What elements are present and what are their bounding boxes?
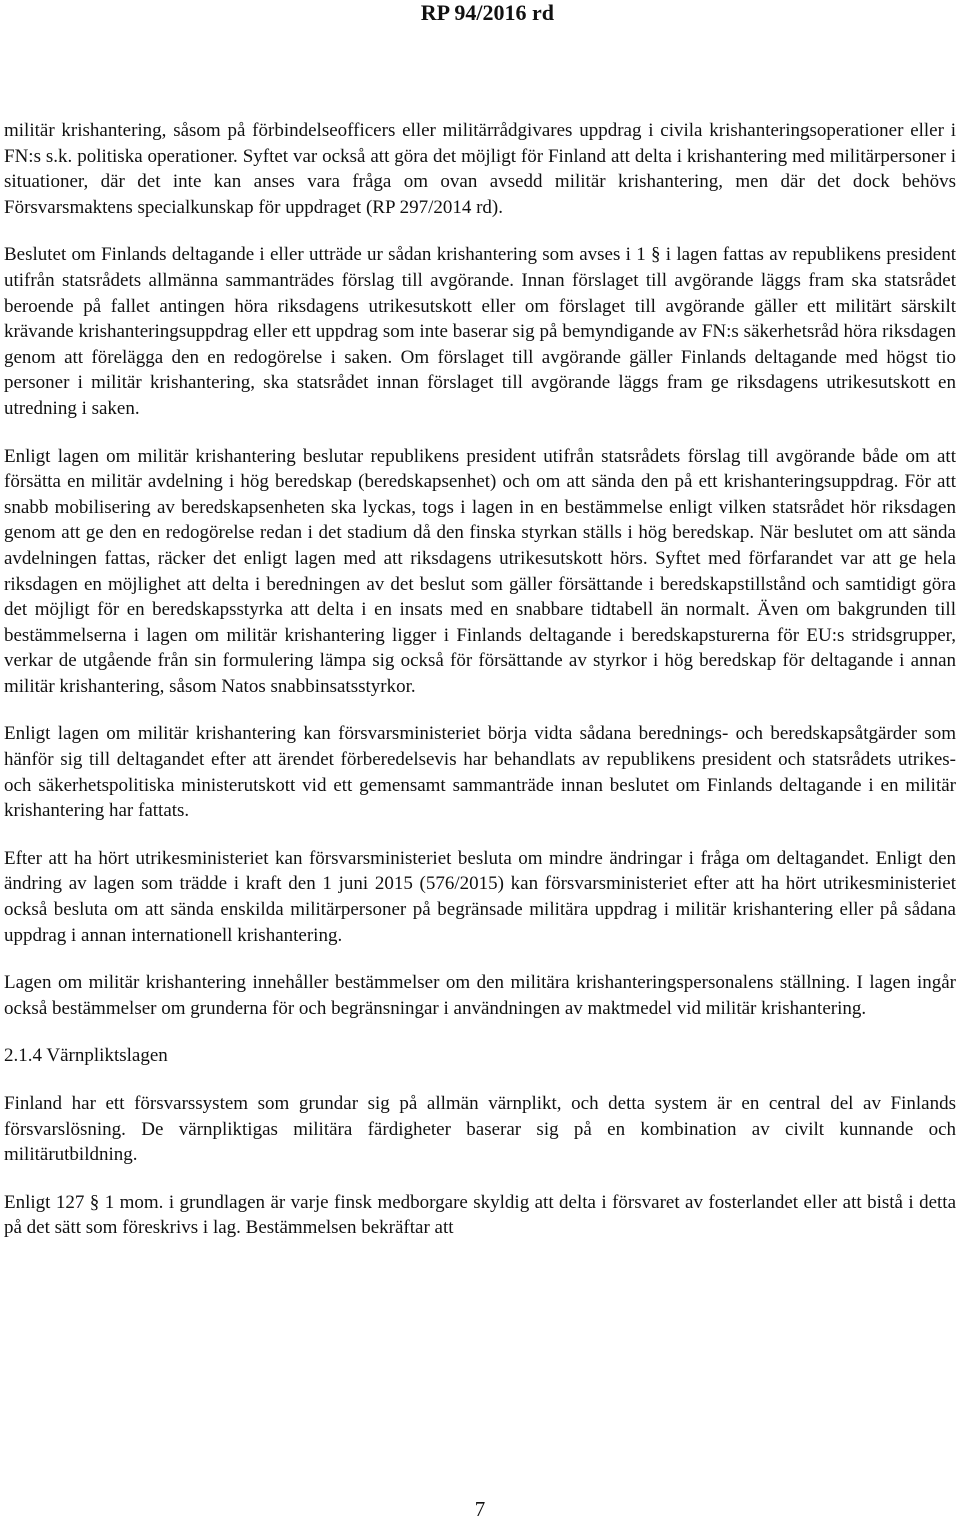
paragraph: Enligt lagen om militär krishantering kan försvarsministeriet börja vidta sådana berednings- och beredskapsåtgärder som hänför sig till deltagandet efter att ärendet förberedelsevis har behandlats av republikens president och statsrådets utrikes- och säkerhetspolitiska ministerutskott vid ett gemensamt sammanträde innan beslutet om Finlands deltagande i en militär krishantering har fattats. <box>4 723 956 822</box>
paragraph: Finland har ett försvarssystem som grundar sig på allmän värnplikt, och detta system är en central del av Finlands försvarslösning. De värnpliktigas militära färdigheter baserar sig på en kombination av civilt kunnande och militärutbildning. <box>4 1093 956 1166</box>
paragraph: Beslutet om Finlands deltagande i eller utträde ur sådan krishantering som avses i 1 § i lagen fattas av republikens president utifrån statsrådets allmänna sammanträdes förslag till avgörande. Innan förslaget till avgörande läggs fram ska statsrådet beroende på fallet antingen höra riksdagens utrikesutskott eller om förslaget till avgörande gäller ett militärt särskilt krävande krishanteringsuppdrag eller ett uppdrag som inte baserar sig på bemyndigande av FN:s säkerhetsråd höra riksdagen genom att förelägga den en redogörelse i saken. Om förslaget till avgörande gäller Finlands deltagande med högst tio personer i militär krishantering, ska statsrådet innan förslaget till avgörande läggs fram ge riksdagens utrikesutskott en utredning i saken. <box>4 244 956 419</box>
page-number: 7 <box>474 1497 486 1521</box>
paragraph: Lagen om militär krishantering innehåller bestämmelser om den militära krishanteringspersonalens ställning. I lagen ingår också bestämmelser om grunderna för och begränsningar i användningen av maktmedel vid militär krishantering. <box>4 972 956 1019</box>
paragraph: Enligt 127 § 1 mom. i grundlagen är varje finsk medborgare skyldig att delta i försvaret av fosterlandet eller att bistå i detta på det sätt som föreskrivs i lag. Bestämmelsen bekräftar att <box>4 1191 956 1239</box>
document-body <box>4 118 956 1263</box>
page-header <box>0 0 960 30</box>
section-heading: 2.1.4 Värnpliktslagen <box>4 1045 168 1067</box>
document-number: RP 94/2016 rd <box>420 0 554 25</box>
paragraph: militär krishantering, såsom på förbindelseofficers eller militärrådgivares uppdrag i civila krishanteringsoperationer eller i FN:s s.k. politiska operationer. Syftet var också att göra det möjligt för Finland att delta i krishantering med militärpersoner i situationer, där det inte kan anses vara fråga om ovan avsedd militär krishantering, men där det dock behövs Försvarsmaktens specialkunskap för uppdraget (RP 297/2014 rd). <box>4 120 956 218</box>
paragraph: Enligt lagen om militär krishantering beslutar republikens president utifrån statsrådets förslag till avgörande både om att försätta en militär avdelning i hög beredskap (beredskapsenhet) och om att sända den på ett krishanteringsuppdrag. För att snabb mobilisering av beredskapsenheten ska lyckas, togs i lagen in en bestämmelse enligt vilken statsrådet hör riksdagen genom att ge den en redogörelse redan i det stadium då den finska styrkan ställs i hög beredskap. När beslutet om att sända avdelningen fattas, räcker det enligt lagen med att riksdagens utrikesutskott hörs. Syftet med förfarandet var att ge hela riksdagen en möjlighet att delta i beredningen av det beslut som gäller försättande i beredskapstillstånd och samtidigt göra det möjligt för en beredskapsstyrka att delta i en insats med en snabbare tidtabell än normalt. Även om bakgrunden till bestämmelserna i lagen om militär krishantering ligger i Finlands deltagande i beredskapsturerna för EU:s stridsgrupper, verkar de utgående från sin formulering lämpa sig också för försättande av styrkor i hög beredskap för deltagande i annan militär krishantering, såsom Natos snabbinsatsstyrkor. <box>4 445 956 697</box>
paragraph: Efter att ha hört utrikesministeriet kan försvarsministeriet besluta om mindre ändringar i fråga om deltagandet. Enligt den ändring av lagen som trädde i kraft den 1 juni 2015 (576/2015) kan försvarsministeriet efter att ha hört utrikesministeriet också besluta om att sända enskilda militärpersoner på begränsade militära uppdrag i militär krishantering eller på sådana uppdrag i annan internationell krishantering. <box>4 847 956 946</box>
